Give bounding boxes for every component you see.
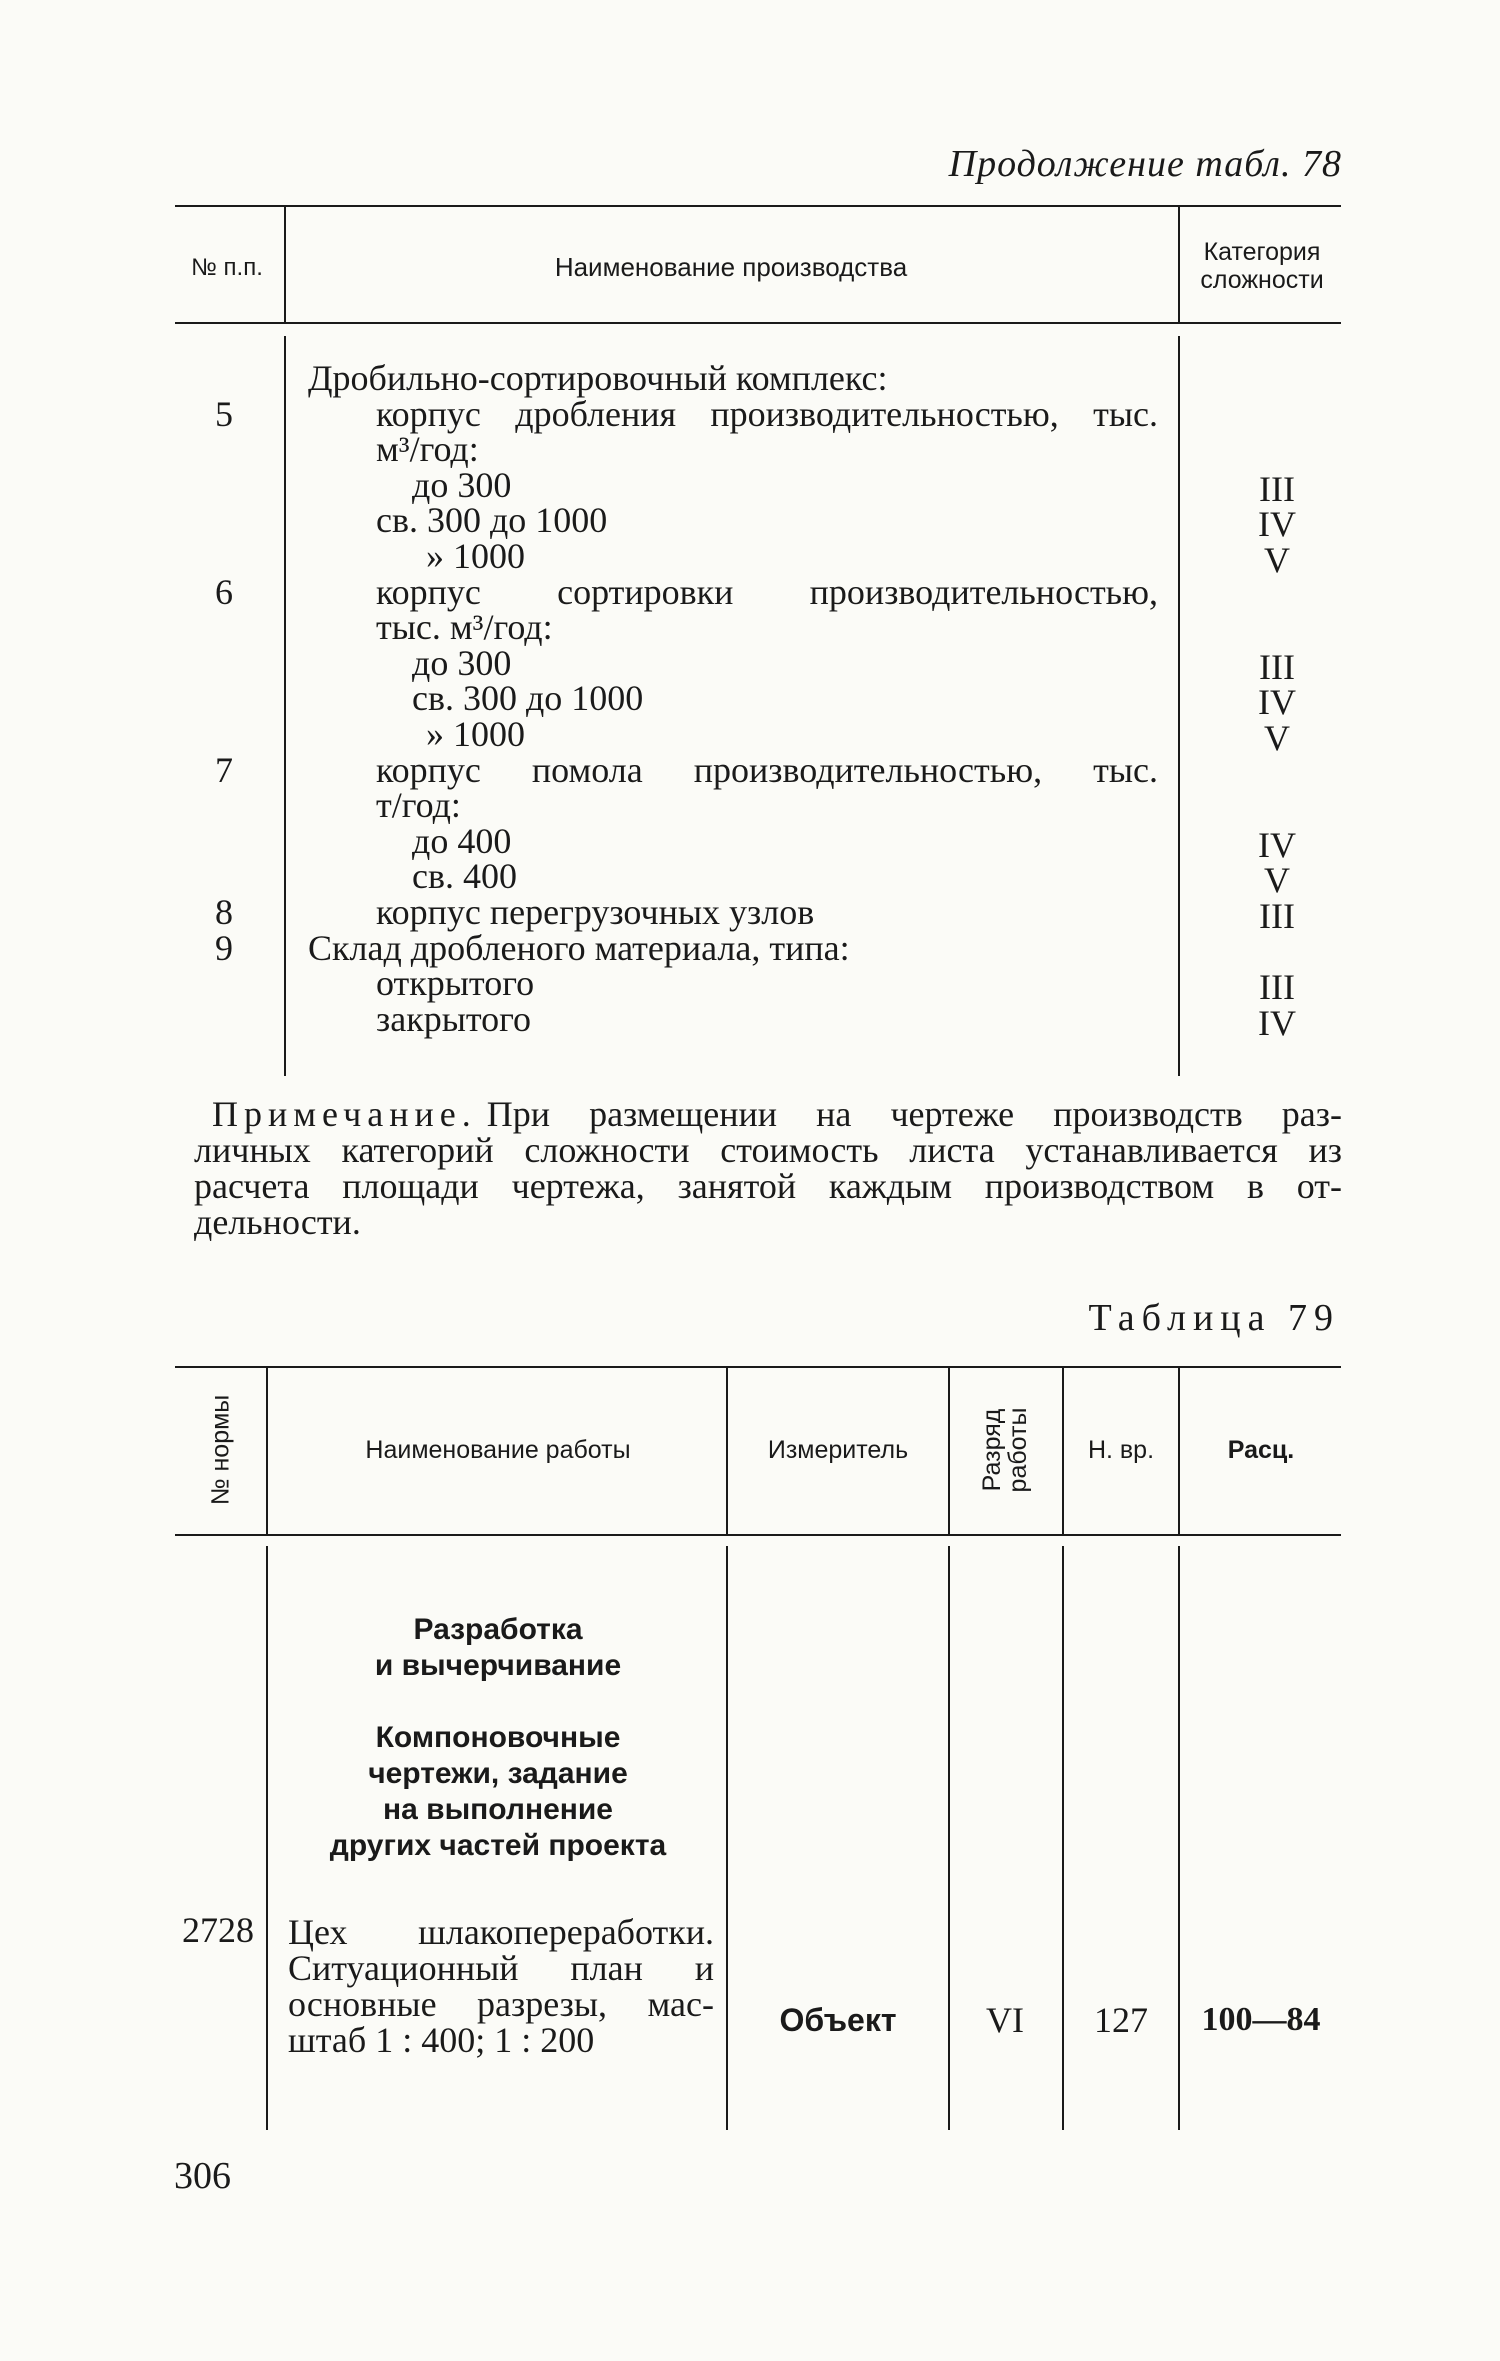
- note-line-2: личных категорий сложности стоимость листа устанавливается из: [194, 1130, 1342, 1170]
- table78-row-category: V: [1264, 860, 1290, 900]
- table78-row-category: III: [1259, 967, 1295, 1007]
- table78-row-number: 7: [215, 750, 233, 790]
- table79-body-divider-3: [948, 1546, 950, 2130]
- table78-header-category-line2: сложности: [1200, 266, 1324, 294]
- note-line-3: расчета площади чертежа, занятой каждым производством в от-: [194, 1166, 1342, 1206]
- table78-row-category: IV: [1258, 504, 1296, 544]
- table79-col-divider-1: [266, 1366, 268, 1534]
- table79-body-divider-2: [726, 1546, 728, 2130]
- table79-row-rate: 100—84: [1201, 2001, 1321, 2038]
- table79-col-divider-3: [948, 1366, 950, 1534]
- table78-row-category: III: [1259, 469, 1295, 509]
- table78-row-text: м³/год:: [376, 429, 479, 469]
- table79-header-unit: Измеритель: [767, 1436, 909, 1464]
- note: [194, 1094, 1342, 1242]
- table78-row-number: 9: [215, 928, 233, 968]
- row-name-line-2: Ситуационный план и: [288, 1948, 714, 1988]
- table79-header-grade-line1: Разряд: [978, 1408, 1006, 1492]
- table78-header-category-line1: Категория: [1203, 238, 1321, 266]
- row-name-line-4: штаб 1 : 400; 1 : 200: [288, 2020, 595, 2060]
- section-title-line-2: и вычерчивание: [374, 1649, 622, 1682]
- row-name-line-1: Цех шлакопереработки.: [288, 1912, 714, 1952]
- table78-row-category: V: [1264, 540, 1290, 580]
- table78-row-text: до 400: [412, 821, 512, 861]
- subsection-title-line-2: чертежи, задание: [368, 1757, 628, 1790]
- table78-col-divider-1: [284, 205, 286, 322]
- table78-row-text: корпус помола производительностью, тыс.: [376, 750, 1158, 790]
- table78-row-category: III: [1259, 647, 1295, 687]
- table78-row-number: 8: [215, 892, 233, 932]
- table78-row-text: » 1000: [426, 714, 525, 754]
- table78-header-rule: [175, 322, 1341, 324]
- table79-top-rule: [175, 1366, 1341, 1368]
- note-line-4: дельности.: [194, 1202, 361, 1242]
- table78-row-text: открытого: [376, 963, 535, 1003]
- table78-row-number: 5: [215, 394, 233, 434]
- table79-header-norm: № нормы: [206, 1394, 235, 1506]
- table78-row-text: закрытого: [376, 999, 532, 1039]
- subsection-title-line-4: других частей проекта: [329, 1829, 667, 1862]
- note-line-1: [212, 1096, 1342, 1132]
- table79-section-title: [270, 1612, 726, 1684]
- table78-body-divider-2: [1178, 336, 1180, 1076]
- table78-row-text: корпус дробления производительностью, тыс.: [376, 394, 1158, 434]
- table78-row-number: 6: [215, 572, 233, 612]
- table78-row-text: Дробильно-сортировочный комплекс:: [308, 358, 888, 398]
- table79-header-name: Наименование работы: [365, 1436, 631, 1464]
- table78-row-text: св. 300 до 1000: [376, 500, 608, 540]
- table79-caption: Таблица 79: [1088, 1297, 1340, 1339]
- table78-row-text: корпус перегрузочных узлов: [376, 892, 815, 932]
- table78-row-category: IV: [1258, 682, 1296, 722]
- table79-header-grade: [979, 1375, 1031, 1525]
- page-number: 306: [174, 2155, 231, 2197]
- table78-row-text: т/год:: [376, 785, 461, 825]
- subsection-title-line-1: Компоновочные: [375, 1721, 621, 1754]
- table78-header-num: № п.п.: [191, 254, 263, 281]
- table79-body-divider-5: [1178, 1546, 1180, 2130]
- table78-row-category: III: [1259, 896, 1295, 936]
- table78-col-divider-2: [1178, 205, 1180, 322]
- table78-row-text: » 1000: [426, 536, 525, 576]
- table79-header-time: Н. вр.: [1087, 1436, 1155, 1464]
- table79-col-divider-5: [1178, 1366, 1180, 1534]
- table79-col-divider-4: [1062, 1366, 1064, 1534]
- table79-header-rule: [175, 1534, 1341, 1536]
- table78-row-category: IV: [1258, 1003, 1296, 1043]
- table79-header-grade-line2: работы: [1004, 1407, 1032, 1493]
- table78-row-text: св. 300 до 1000: [412, 678, 644, 718]
- note-label: Примечание.: [212, 1094, 477, 1134]
- row-name-line-3: основные разрезы, мас-: [288, 1984, 714, 2024]
- table79-row-norm: 2728: [182, 1910, 254, 1950]
- section-title-line-1: Разработка: [413, 1613, 583, 1646]
- table79-body-divider-1: [266, 1546, 268, 2130]
- table78-row-text: до 300: [412, 465, 512, 505]
- table78-body-divider-1: [284, 336, 286, 1076]
- table78-row-text: Склад дробленого материала, типа:: [308, 928, 850, 968]
- table78-row-category: V: [1264, 718, 1290, 758]
- table79-header-rate: Расц.: [1227, 1436, 1295, 1464]
- table79-row-unit: Объект: [779, 2002, 897, 2038]
- table78-row-text: тыс. м³/год:: [376, 607, 553, 647]
- note-text-1: При размещении на чертеже производств раз-: [486, 1094, 1342, 1134]
- table78-row-text: св. 400: [412, 856, 517, 896]
- table78-top-rule: [175, 205, 1341, 207]
- subsection-title-line-3: на выполнение: [382, 1793, 613, 1826]
- table79-row-name: [288, 1914, 714, 2058]
- table78-header-name: Наименование производства: [554, 252, 908, 282]
- table78-row-text: корпус сортировки производительностью,: [376, 572, 1158, 612]
- table79-subsection-title: [270, 1720, 726, 1864]
- table78-row-category: IV: [1258, 825, 1296, 865]
- table79-row-time: 127: [1094, 2000, 1148, 2040]
- table78-continuation-caption: Продолжение табл. 78: [948, 143, 1342, 185]
- table79-row-grade: VI: [986, 2000, 1024, 2040]
- table78-row-text: до 300: [412, 643, 512, 683]
- table79-col-divider-2: [726, 1366, 728, 1534]
- table79-body-divider-4: [1062, 1546, 1064, 2130]
- table78-header-category: [1182, 238, 1342, 294]
